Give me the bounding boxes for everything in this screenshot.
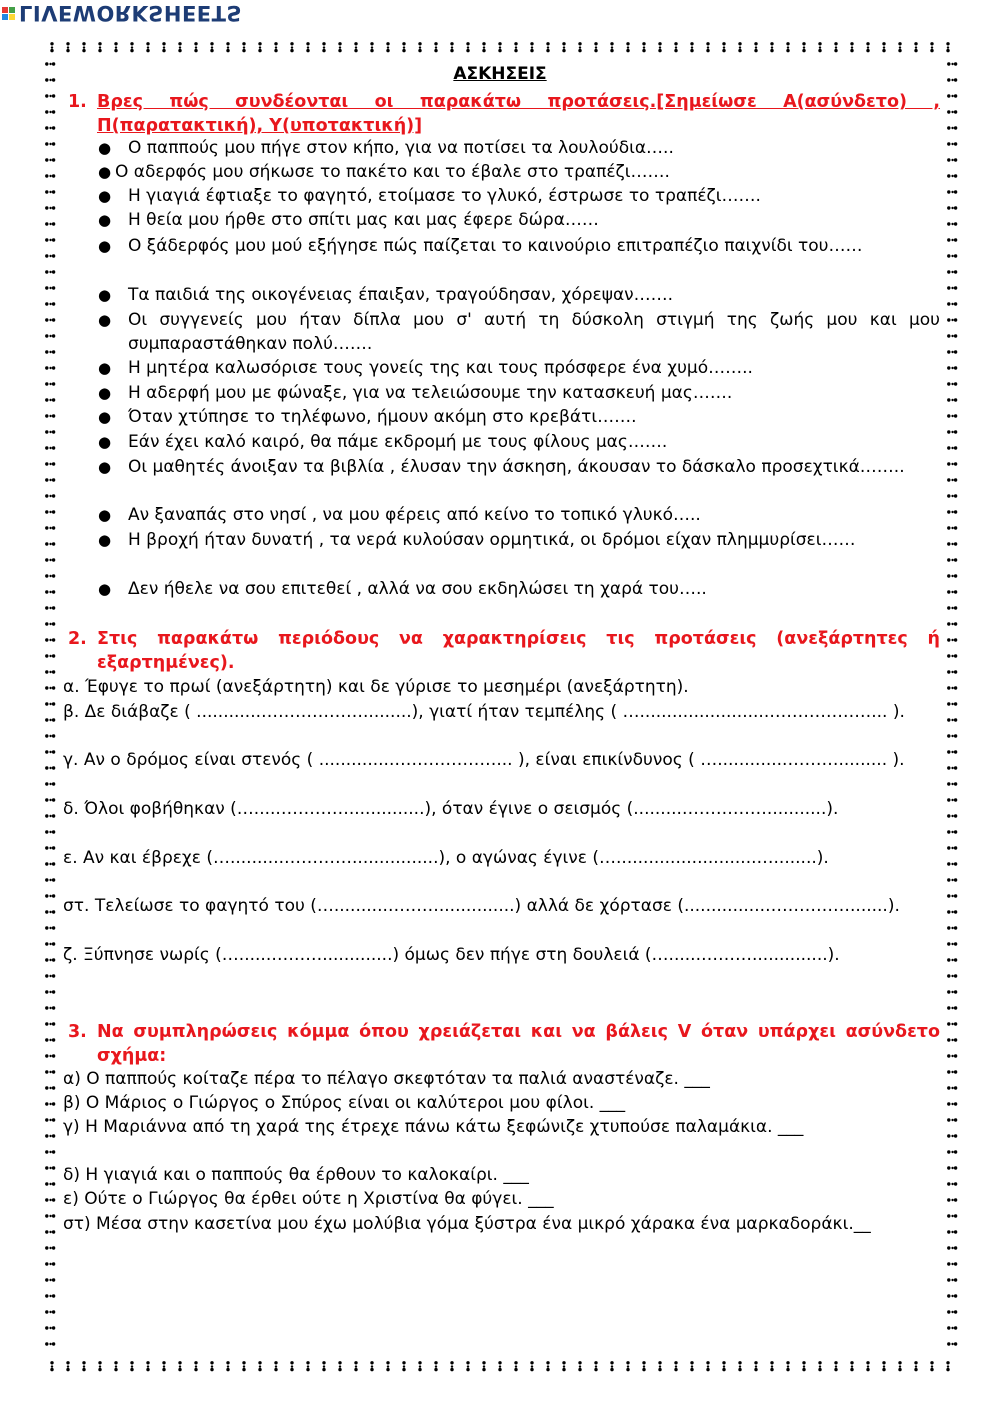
section-1-title — [68, 90, 940, 138]
bullet-icon: ● — [98, 531, 112, 549]
list-item: ● Η θεία μου ήρθε στο σπίτι μας και μας έφερε δώρα…… — [98, 210, 599, 230]
list-item: ● Οι συγγενείς μου ήταν δίπλα μου σ' αυτή τη δύσκολη στιγμή της ζωής μου και μου συμπαραστάθηκαν πολύ……. — [98, 310, 940, 354]
list-item: ● Αν ξαναπάς στο νησί , να μου φέρεις από κείνο το τοπικό γλυκό….. — [98, 505, 701, 525]
list-item: ● Η μητέρα καλωσόρισε τους γονείς της και τους πρόσφερε ένα χυμό…….. — [98, 358, 753, 378]
bullet-icon: ● — [98, 433, 112, 451]
bullet-icon: ● — [98, 458, 112, 476]
section-1-text: Βρες πώς συνδέονται οι παρακάτω προτάσεις.[Σημείωσε Α(ασύνδετο) , Π(παρατακτική), Υ(υποτακτική)] — [97, 92, 940, 136]
exercise-line: α. Έφυγε το πρωί (ανεξάρτητη) και δε γύρισε το μεσημέρι (ανεξάρτητη). — [63, 677, 689, 697]
list-item: ● Ο αδερφός μου σήκωσε το πακέτο και το έβαλε στο τραπέζι……. — [98, 162, 670, 182]
list-item: ● Δεν ήθελε να σου επιτεθεί , αλλά να σου εκδηλώσει τη χαρά του….. — [98, 579, 707, 599]
list-item: ● Οι μαθητές άνοιξαν τα βιβλία , έλυσαν την άσκηση, άκουσαν το δάσκαλο προσεχτικά…….. — [98, 457, 905, 477]
bullet-icon: ● — [98, 187, 112, 205]
list-item: ● Ο ξάδερφός μου μού εξήγησε πώς παίζεται το καινούριο επιτραπέζιο παιχνίδι του…… — [98, 236, 863, 256]
bullet-icon: ● — [98, 384, 112, 402]
list-item: ● Η αδερφή μου με φώναξε, για να τελειώσουμε την κατασκευή μας……. — [98, 383, 733, 403]
exercise-line: γ) Η Μαριάννα από τη χαρά της έτρεχε πάνω κάτω ξεφώνιζε χτυπούσε παλαμάκια. ___ — [63, 1117, 804, 1137]
section-2-number: 2. — [68, 629, 87, 649]
bullet-icon: ● — [98, 211, 112, 229]
exercise-line: στ. Τελείωσε το φαγητό του (…..........………..............) αλλά δε χόρτασε (...............…………….......). — [63, 896, 900, 916]
exercise-line: α) Ο παππούς κοίταζε πέρα το πέλαγο σκεφτόταν τα παλιά αναστέναζε. ___ — [63, 1069, 710, 1089]
exercise-line: ε. Αν και έβρεχε (…..........…………................), ο αγώνας έγινε (…..........................…........). — [63, 848, 829, 868]
section-2-title — [68, 627, 940, 675]
exercise-line: ζ. Ξύπνησε νωρίς (…......……….............) όμως δεν πήγε στη δουλειά (…......………..............). — [63, 945, 840, 965]
exercise-line: γ. Αν ο δρόμος είναι στενός ( ..............………………... ), είναι επικίνδυνος ( ….............………......... ). — [63, 750, 905, 770]
bullet-icon: ● — [98, 408, 112, 426]
section-1-number: 1. — [68, 92, 87, 112]
list-item: ● Όταν χτύπησε το τηλέφωνο, ήμουν ακόμη στο κρεβάτι……. — [98, 407, 637, 427]
bullet-icon: ● — [98, 359, 112, 377]
bullet-icon: ● — [98, 286, 112, 304]
bullet-icon: ● — [98, 580, 112, 598]
section-3-number: 3. — [68, 1022, 87, 1042]
section-3-text: Να συμπληρώσεις κόμμα όπου χρειάζεται και να βάλεις V όταν υπάρχει ασύνδετο σχήμα: — [97, 1022, 940, 1066]
bullet-icon: ● — [98, 163, 112, 181]
list-item: ● Η βροχή ήταν δυνατή , τα νερά κυλούσαν ορμητικά, οι δρόμοι είχαν πλημμυρίσει…… — [98, 530, 856, 550]
exercise-line: ε) Ούτε ο Γιώργος θα έρθει ούτε η Χριστίνα θα φύγει. ___ — [63, 1189, 554, 1209]
bullet-icon: ● — [98, 237, 112, 255]
exercise-line: δ. Όλοι φοβήθηκαν (….....…………..............), όταν έγινε ο σεισμός (.........……………...........). — [63, 799, 839, 819]
section-3-title — [68, 1020, 940, 1068]
exercise-line: δ) Η γιαγιά και ο παππούς θα έρθουν το καλοκαίρι. ___ — [63, 1165, 529, 1185]
bullet-icon: ● — [98, 139, 112, 157]
exercise-line: στ) Μέσα στην κασετίνα μου έχω μολύβια γόμα ξύστρα ένα μικρό χάρακα ένα μαρκαδοράκι.__ — [63, 1214, 871, 1234]
list-item: ● Ο παππούς μου πήγε στον κήπο, για να ποτίσει τα λουλούδια….. — [98, 138, 674, 158]
exercise-line: β) Ο Μάριος ο Γιώργος ο Σπύρος είναι οι καλύτεροι μου φίλοι. ___ — [63, 1093, 626, 1113]
page-title: ΑΣΚΗΣΕΙΣ — [453, 64, 547, 84]
bullet-icon: ● — [98, 311, 112, 329]
list-item: ● Τα παιδιά της οικογένειας έπαιξαν, τραγούδησαν, χόρεψαν……. — [98, 285, 674, 305]
exercise-line: β. Δε διάβαζε ( ............……………….........), γιατί ήταν τεμπέλης ( …........................………………... ). — [63, 702, 905, 722]
section-2-text: Στις παρακάτω περιόδους να χαρακτηρίσεις τις προτάσεις (ανεξάρτητες ή εξαρτημένες). — [97, 629, 940, 673]
list-item: ● Εάν έχει καλό καιρό, θα πάμε εκδρομή με τους φίλους μας……. — [98, 432, 668, 452]
bullet-icon: ● — [98, 506, 112, 524]
list-item: ● Η γιαγιά έφτιαξε το φαγητό, ετοίμασε το γλυκό, έστρωσε το τραπέζι……. — [98, 186, 761, 206]
logo-text: LIVEWORKSHEETS — [19, 1, 243, 25]
